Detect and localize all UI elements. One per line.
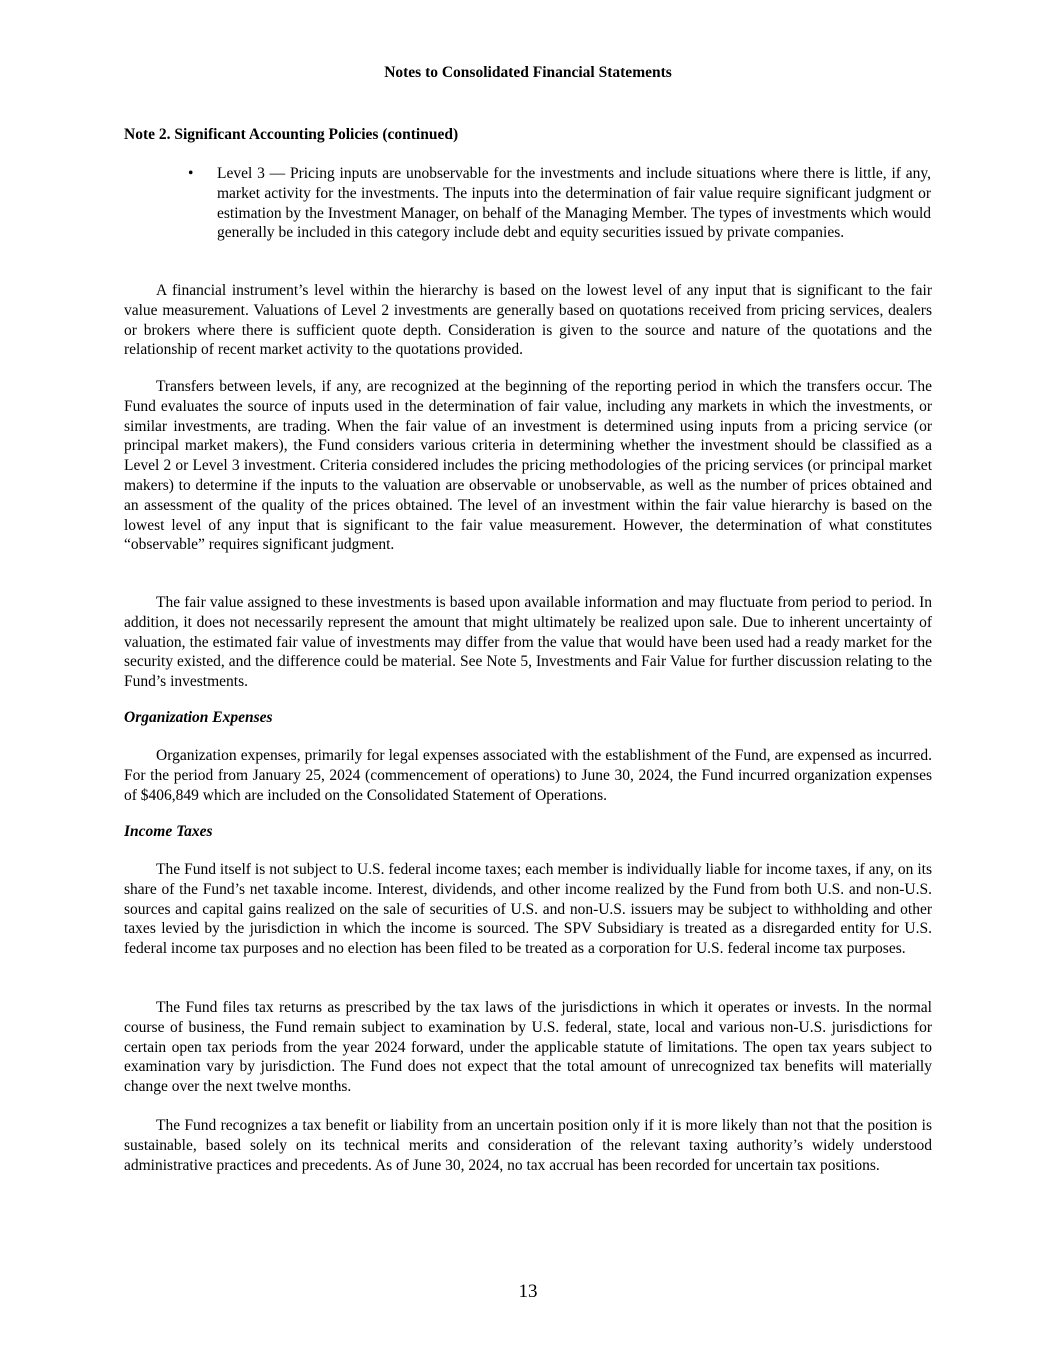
organization-expenses-paragraph bbox=[124, 746, 932, 805]
transfers-paragraph bbox=[124, 377, 932, 555]
income-taxes-text-3: The Fund recognizes a tax benefit or liability from an uncertain position only if it is more likely than not that the position is sustainable, based solely on its technical merits and consideration of the relevant taxing authority’s widely understood administrative practices and precedents. As of June 30, 2024, no tax accrual has been recorded for uncertain tax positions. bbox=[124, 1117, 932, 1174]
income-taxes-paragraph-3 bbox=[124, 1116, 932, 1175]
level-3-bullet bbox=[188, 164, 931, 243]
page-number: 13 bbox=[518, 1281, 538, 1302]
income-taxes-paragraph-1 bbox=[124, 860, 932, 959]
fair-value-paragraph-text: The fair value assigned to these investments is based upon available information and may fluctuate from period to period. In addition, it does not necessarily represent the amount that might ultimately be realized upon sale. Due to inherent uncertainty of valuation, the estimated fair value of investments may differ from the value that would have been used had a ready market for the security existed, and the difference could be material. See Note 5, Investments and Fair Value for further discussion relating to the Fund’s investments. bbox=[124, 594, 932, 691]
organization-expenses-heading: Organization Expenses bbox=[124, 709, 273, 726]
fair-value-paragraph bbox=[124, 593, 932, 692]
income-taxes-text-1: The Fund itself is not subject to U.S. federal income taxes; each member is individually liable for income taxes, if any, on its share of the Fund’s net taxable income. Interest, dividends, and other income realized by the Fund from both U.S. and non-U.S. sources and capital gains realized on the sale of securities of U.S. and non-U.S. issuers may be subject to withholding and other taxes levied by the jurisdiction in which the income is sourced. The SPV Subsidiary is treated as a disregarded entity for U.S. federal income tax purposes and no election has been filed to be treated as a corporation for U.S. federal income tax purposes. bbox=[124, 861, 932, 958]
note-heading: Note 2. Significant Accounting Policies (continued) bbox=[124, 126, 459, 143]
transfers-paragraph-text: Transfers between levels, if any, are recognized at the beginning of the reporting period in which the transfers occur. The Fund evaluates the source of inputs used in the determination of fair value, including any markets in which the investments, or similar investments, are trading. When the fair value of an investment is determined using inputs from a pricing service (or principal market makers), the Fund considers various criteria in determining whether the investment should be classified as a Level 2 or Level 3 investment. Criteria considered includes the pricing methodologies of the pricing services (or principal market makers) to determine if the inputs to the valuation are observable or unobservable, as well as the number of prices obtained and an assessment of the quality of the prices obtained. The level of an investment within the fair value hierarchy is based on the lowest level of any input that is significant to the fair value measurement. However, the determination of what constitutes “observable” requires significant judgment. bbox=[124, 378, 932, 554]
hierarchy-paragraph bbox=[124, 281, 932, 360]
income-taxes-paragraph-2 bbox=[124, 998, 932, 1097]
level-3-bullet-text: Level 3 — Pricing inputs are unobservable for the investments and include situations where there is little, if any, market activity for the investments. The inputs into the determination of fair value require significant judgment or estimation by the Investment Manager, on behalf of the Managing Member. The types of investments which would generally be included in this category include debt and equity securities issued by private companies. bbox=[217, 165, 931, 242]
income-taxes-heading: Income Taxes bbox=[124, 823, 213, 840]
page-header-title: Notes to Consolidated Financial Statements bbox=[384, 64, 672, 81]
bullet-marker: • bbox=[188, 165, 194, 182]
income-taxes-text-2: The Fund files tax returns as prescribed by the tax laws of the jurisdictions in which it operates or invests. In the normal course of business, the Fund remain subject to examination by U.S. federal, state, local and various non-U.S. jurisdictions for certain open tax periods from the year 2024 forward, under the applicable statute of limitations. The open tax years subject to examination vary by jurisdiction. The Fund does not expect that the total amount of unrecognized tax benefits will materially change over the next twelve months. bbox=[124, 999, 932, 1096]
hierarchy-paragraph-text: A financial instrument’s level within the hierarchy is based on the lowest level of any input that is significant to the fair value measurement. Valuations of Level 2 investments are generally based on quotations received from pricing services, dealers or brokers where there is sufficient quote depth. Consideration is given to the source and nature of the quotations and the relationship of recent market activity to the quotations provided. bbox=[124, 282, 932, 359]
organization-expenses-text: Organization expenses, primarily for legal expenses associated with the establishment of the Fund, are expensed as incurred. For the period from January 25, 2024 (commencement of operations) to June 30, 2024, the Fund incurred organization expenses of $406,849 which are included on the Consolidated Statement of Operations. bbox=[124, 747, 932, 804]
